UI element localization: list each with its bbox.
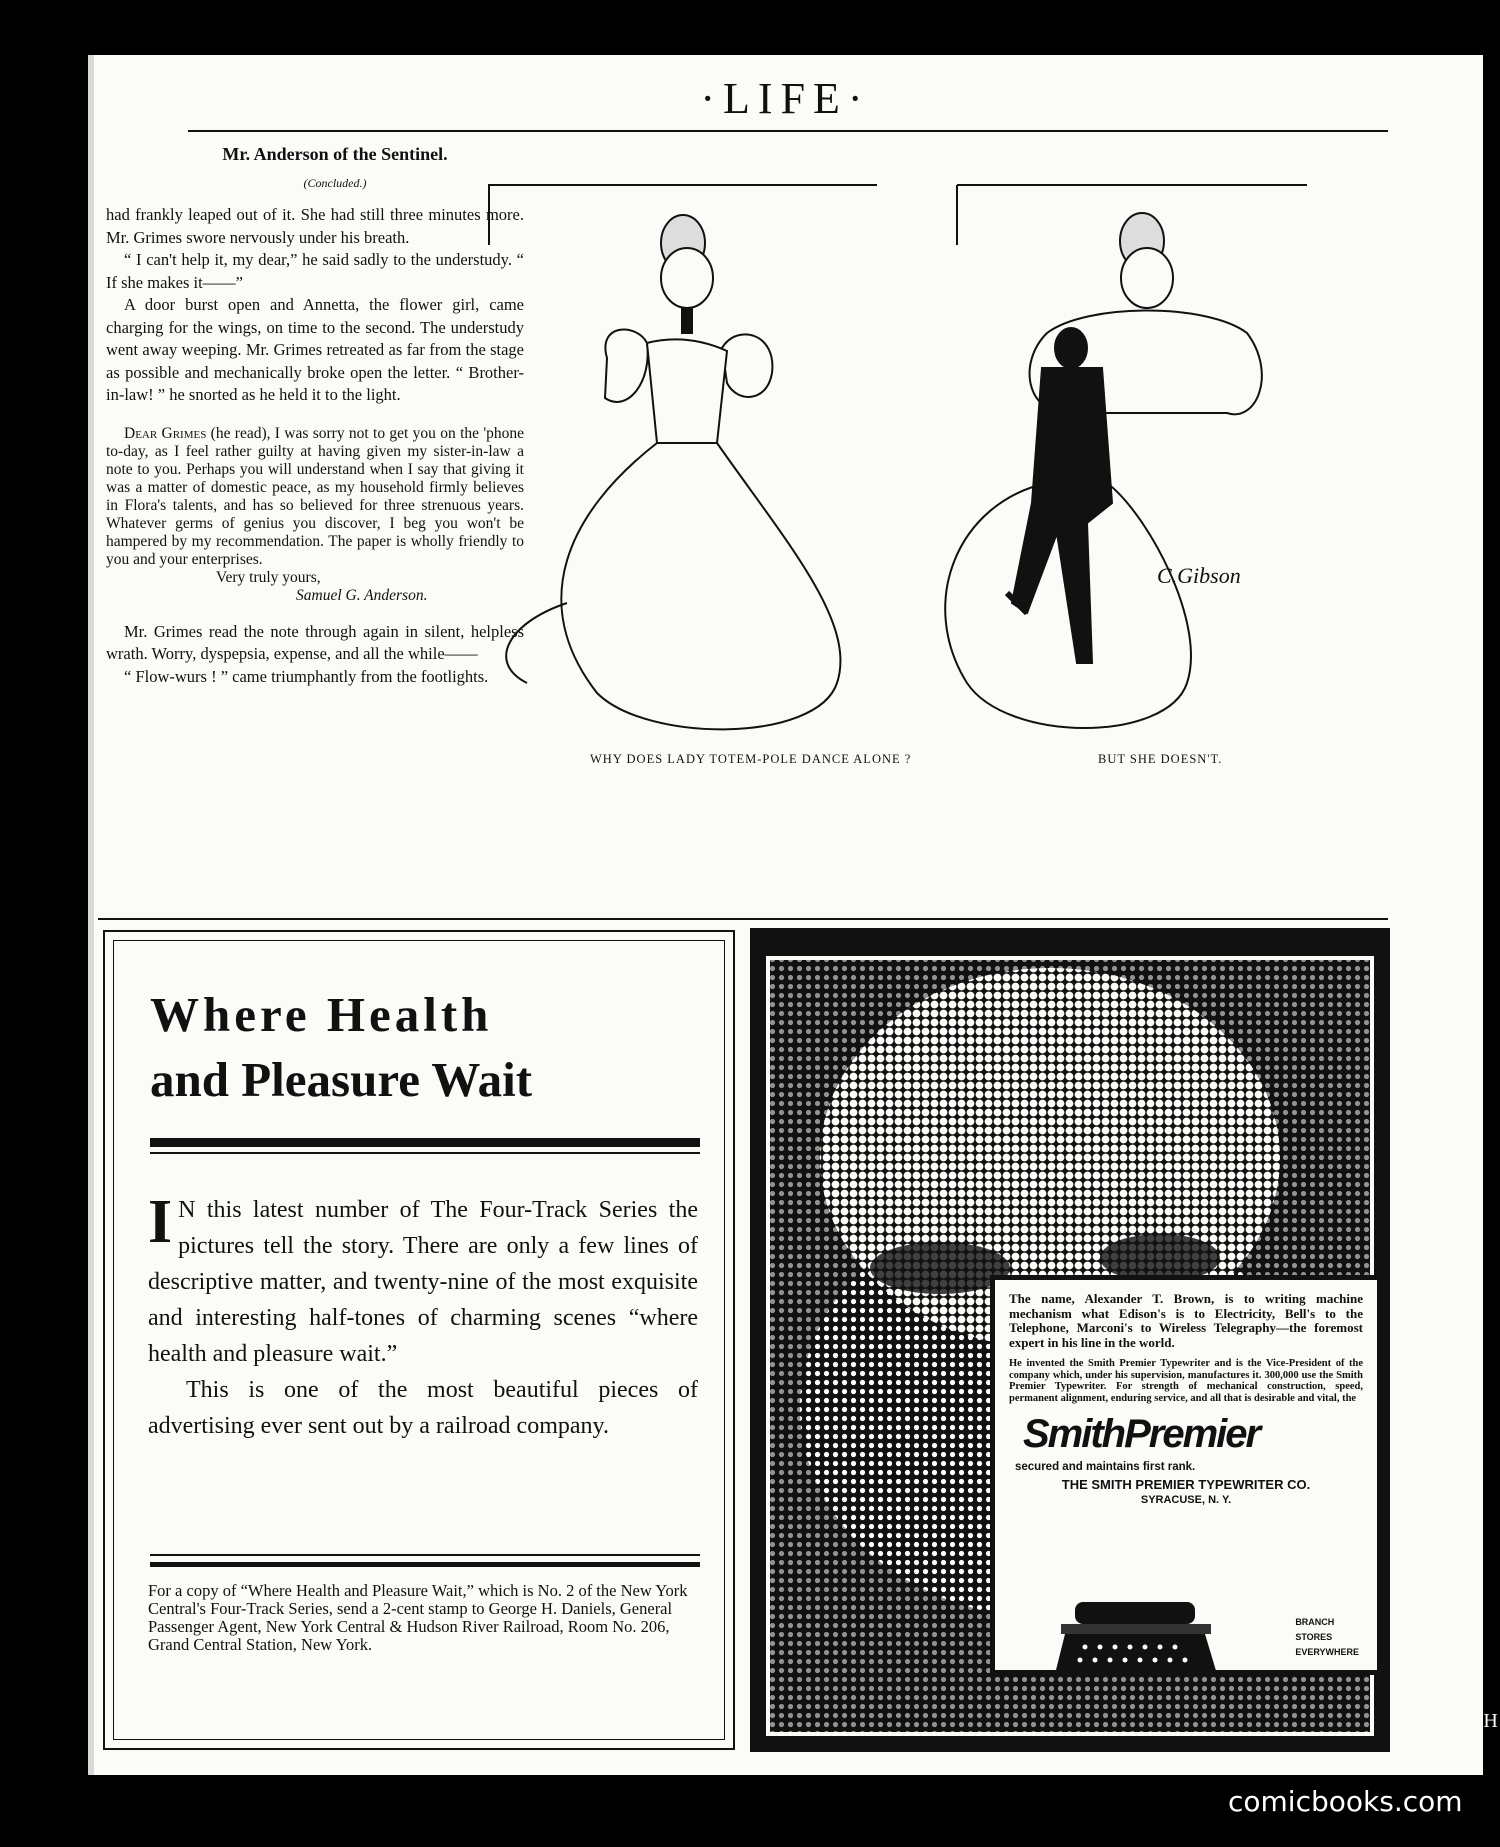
ad-body-text-2: This is one of the most beautiful pieces of advertising ever sent out by a railroad company.	[148, 1377, 698, 1439]
artist-signature: C.Gibson	[1157, 563, 1241, 588]
smith-premier-logo: SmithPremier	[1023, 1412, 1260, 1456]
story-subtitle: (Concluded.)	[303, 175, 367, 190]
drop-cap: I	[148, 1188, 173, 1256]
headline-thick-rule	[150, 1138, 700, 1147]
story-paragraph: had frankly leaped out of it. She had still three minutes more. Mr. Grimes swore nervously under his breath.	[106, 205, 524, 247]
typewriter-icon	[1055, 1592, 1225, 1682]
caption-left: WHY DOES LADY TOTEM-POLE DANCE ALONE ?	[590, 752, 912, 766]
branch-line-3: EVERYWHERE	[1295, 1647, 1359, 1657]
dancing-couple-drawing	[945, 213, 1262, 728]
headline-thin-rule	[150, 1152, 700, 1154]
smith-premier-text-box	[990, 1275, 1382, 1675]
footer-thin-rule	[150, 1554, 700, 1556]
story-title: Mr. Anderson of the Sentinel.	[222, 144, 448, 164]
masthead: ·LIFE·	[700, 74, 871, 123]
engraver-monogram: CH	[1470, 1710, 1498, 1732]
page-spine	[88, 55, 94, 1775]
story-paragraph: “ Flow-wurs ! ” came triumphantly from the footlights.	[124, 666, 489, 686]
letter-salutation: Dear Grimes	[124, 424, 207, 442]
railroad-ad-footer: For a copy of “Where Health and Pleasure Wait,” which is No. 2 of the New York Central's Four-Track Series, send a 2-cent stamp to George H. Daniels, General Passenger Agent, New York Central & Hudson River Railroad, Room No. 206, Grand Central Station, New York.	[148, 1581, 688, 1654]
railroad-ad-body	[148, 1188, 698, 1444]
company-city: SYRACUSE, N. Y.	[1140, 1494, 1232, 1506]
letter-body: (he read), I was sorry not to get you on the 'phone to-day, as I feel rather guilty at having given my sister-in-law a note to you. Perhaps you will understand when I say that giving it was a matter of domestic peace, as my household firmly believes in Flora's talents, and has so believed for three strenuous years. Whatever germs of genius you discover, I beg you won't be hampered by my recommendation. The paper is wholly friendly to you and your enterprises.	[106, 424, 525, 568]
secured-line: secured and maintains first rank.	[1015, 1461, 1196, 1473]
caption-right: BUT SHE DOESN'T.	[1098, 752, 1223, 766]
section-rule	[98, 918, 1388, 920]
ad-body-text-1: N this latest number of The Four-Track Series the pictures tell the story. There are only a few lines of descriptive matter, and twenty-nine of the most exquisite and interesting half-tones of charming scenes “where health and pleasure wait.”	[148, 1197, 698, 1367]
letter-signature: Samuel G. Anderson.	[296, 586, 428, 604]
branch-line-2: STORES	[1295, 1632, 1333, 1642]
dancer-alone-drawing	[506, 215, 840, 729]
brown-invention: He invented the Smith Premier Typewriter and is the Vice-President of the company which, under his supervision, manufactures it. 300,000 use the Smith Premier Typewriter. For strength of mechanical construction, speed, permanent alignment, enduring service, and all that is desirable and vital, the	[1009, 1358, 1363, 1404]
letter-closing: Very truly yours,	[216, 568, 321, 586]
cartoon-illustration	[487, 183, 1327, 793]
story-paragraph: A door burst open and Annetta, the flower girl, came charging for the wings, on time to the second. The understudy went away weeping. Mr. Grimes retreated as far from the stage as possible and mechanically broke open the letter. “ Brother-in-law! ” he snorted as he held it to the light.	[106, 295, 524, 404]
footer-thick-rule	[150, 1562, 700, 1567]
branch-stores-note	[1295, 1615, 1359, 1660]
ad-headline-line-2: and Pleasure Wait	[150, 1052, 533, 1107]
story-paragraph: “ I can't help it, my dear,” he said sadly to the understudy. “ If she makes it——”	[106, 250, 524, 292]
story-paragraph: Mr. Grimes read the note through again in silent, helpless wrath. Worry, dyspepsia, expense, and all the while——	[106, 621, 524, 663]
brown-intro: The name, Alexander T. Brown, is to writing machine mechanism what Edison's is to Electricity, Bell's to the Telephone, Marconi's to Wireless Telegraphy—the foremost expert in his line in the world.	[1009, 1291, 1363, 1350]
letter	[106, 425, 524, 605]
branch-line-1: BRANCH	[1295, 1617, 1335, 1627]
site-watermark: comicbooks.com	[1228, 1785, 1463, 1818]
ad-headline-line-1: Where Health	[150, 987, 493, 1042]
masthead-rule	[188, 130, 1388, 132]
story-column	[106, 143, 524, 688]
company-name: THE SMITH PREMIER TYPEWRITER CO.	[1061, 1477, 1311, 1492]
